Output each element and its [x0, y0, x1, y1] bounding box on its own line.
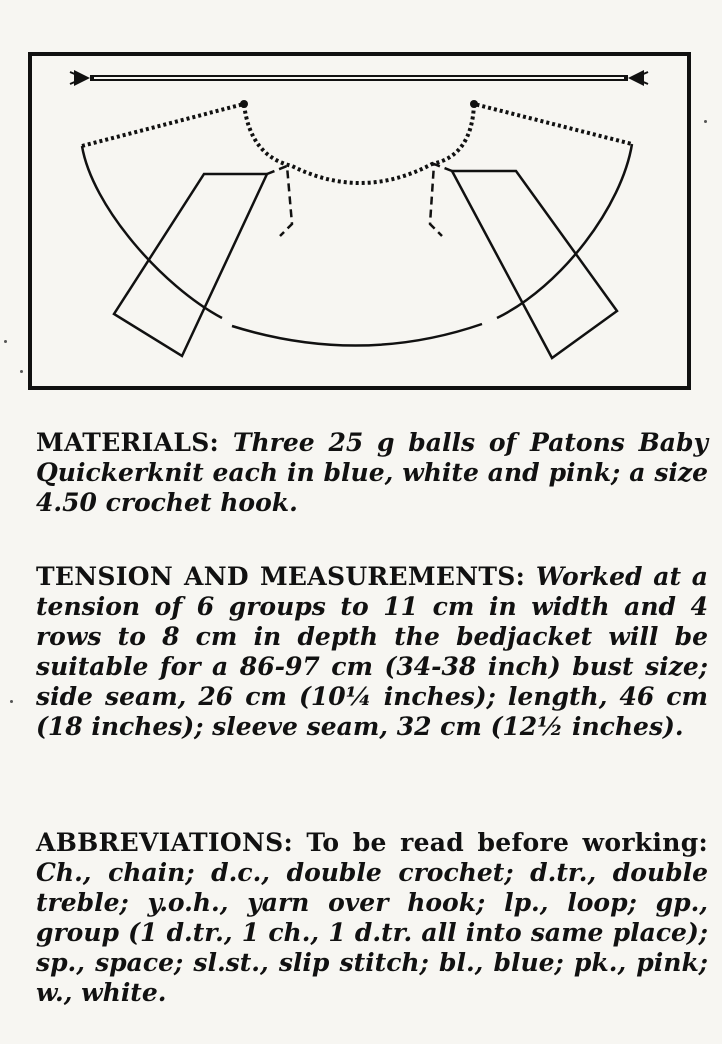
abbreviations-section	[36, 828, 708, 1008]
print-speck	[10, 700, 13, 703]
abbreviations-heading: ABBREVIATIONS: To be read before working:	[36, 828, 708, 857]
bedjacket-diagram	[28, 52, 691, 390]
print-speck	[4, 340, 7, 343]
materials-heading: MATERIALS:	[36, 428, 220, 457]
materials-text: Three 25 g balls of Patons Baby Quickerknit each in blue, white and pink; a size 4.50 crochet hook.	[36, 428, 708, 517]
tension-heading: TENSION AND MEASUREMENTS:	[36, 562, 526, 591]
materials-section	[36, 428, 708, 518]
tension-text: Worked at a tension of 6 groups to 11 cm in width and 4 rows to 8 cm in depth the bedjacket will be suitable for a 86-97 cm (34-38 inch) bust size; side seam, 26 cm (10¼ inches); length, 46 cm (18 inches); sleeve seam, 32 cm (12½ inches).	[36, 562, 708, 741]
print-speck	[20, 370, 23, 373]
tension-section	[36, 562, 708, 742]
abbreviations-text: Ch., chain; d.c., double crochet; d.tr., double treble; y.o.h., yarn over hook; lp., loop; gp., group (1 d.tr., 1 ch., 1 d.tr. all into same place); sp., space; sl.st., slip stitch; bl., blue; pk., pink; w., white.	[36, 858, 708, 1007]
jacket-outline	[82, 144, 632, 358]
scalloped-edging	[82, 104, 632, 183]
bedjacket-drawing	[32, 56, 688, 386]
print-speck	[704, 120, 707, 123]
needle-icon	[70, 70, 648, 86]
